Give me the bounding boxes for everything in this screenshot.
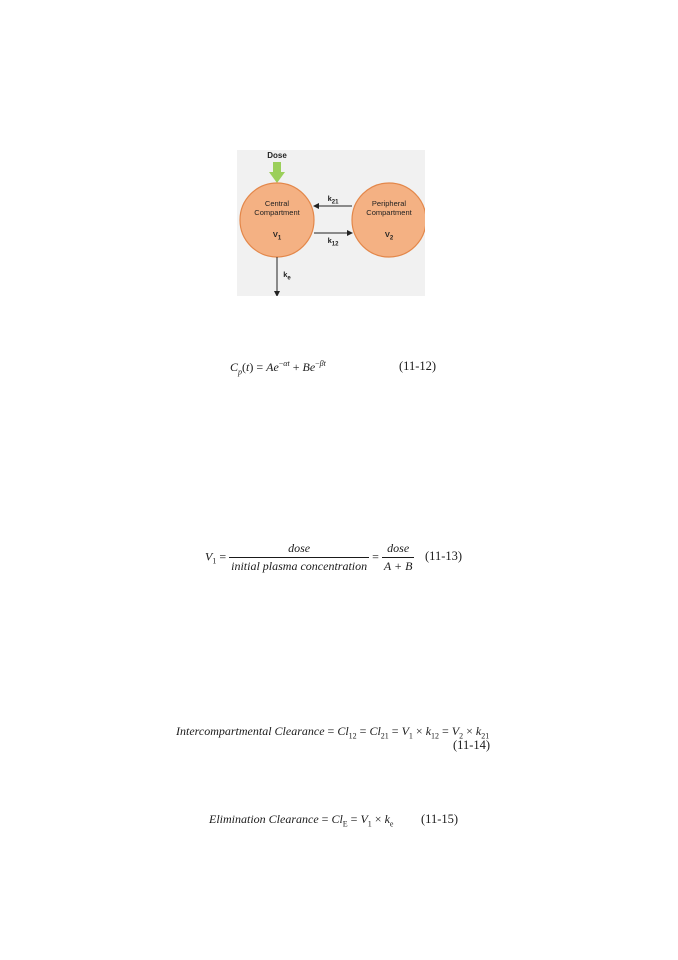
peripheral-line1: Peripheral (371, 199, 407, 208)
central-compartment-label (242, 199, 312, 217)
k21-label: $k_{21}$ (327, 194, 339, 206)
fraction1-numerator: dose (229, 541, 369, 558)
peripheral-line2: Compartment (366, 208, 412, 217)
equation-11-13: $V_1$ = $\frac{\text{dose}}{\text{initial plasma concentration}}$ = $\frac{\text{dose}}{A + B}$ (205, 541, 413, 573)
fraction-dose-over-concentration (229, 541, 369, 574)
fraction-dose-over-ab (382, 541, 415, 574)
peripheral-volume: $V_2$ (384, 230, 394, 242)
fraction2-denominator: A + B (383, 559, 413, 573)
equation-number-11-14: (11-14) (453, 738, 491, 752)
equation-11-12: $C_p(t) = Ae^{-\alpha t} + Be^{-\beta t}$ (230, 359, 326, 377)
equation-number-11-15: (11-15) (421, 812, 459, 826)
dose-label: Dose (267, 151, 287, 160)
elimination-clearance-label: Elimination Clearance (209, 812, 319, 826)
peripheral-compartment-circle (352, 183, 425, 257)
equation-number-11-12: (11-12) (399, 359, 437, 373)
equation-11-14: Intercompartmental Clearance = $Cl_{12} = Cl_{21} = V_1 \times k_{12} = V_2 \times k_{21}$ (176, 724, 490, 741)
fraction1-denominator: initial plasma concentration (231, 559, 368, 573)
central-line1: Central (264, 199, 290, 208)
two-compartment-diagram (237, 150, 425, 296)
dose-arrow (269, 162, 285, 183)
diagram-graphics (237, 150, 425, 296)
ke-label: $k_e$ (283, 270, 291, 282)
central-compartment-circle (240, 183, 314, 257)
central-line2: Compartment (254, 208, 300, 217)
equation-11-15: Elimination Clearance = $Cl_E = V_1 \times k_e$ (209, 812, 394, 829)
fraction2-numerator: dose (382, 541, 415, 558)
peripheral-compartment-label (354, 199, 424, 217)
equation-number-11-13: (11-13) (425, 549, 463, 563)
k12-label: $k_{12}$ (327, 236, 339, 248)
intercompartmental-clearance-label: Intercompartmental Clearance (176, 724, 325, 738)
central-volume: $V_1$ (272, 230, 282, 242)
